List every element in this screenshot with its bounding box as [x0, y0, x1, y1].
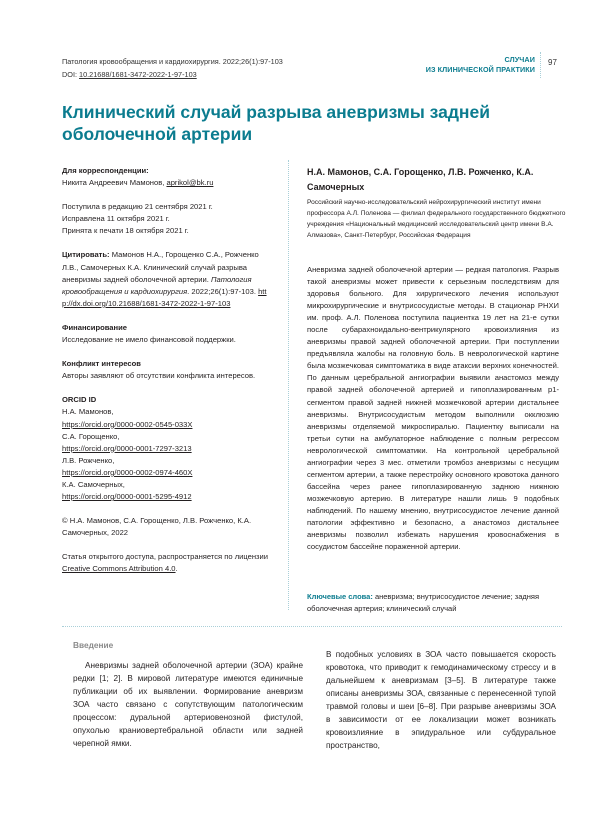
orcid-author: Л.В. Рожченко,: [62, 455, 115, 465]
orcid-author: Н.А. Мамонов,: [62, 407, 114, 417]
conflict-text: Авторы заявляют об отсутствии конфликта интересов.: [62, 371, 256, 381]
correspondence-line: [62, 177, 277, 189]
license-end: .: [175, 564, 178, 574]
column-divider: [288, 160, 289, 610]
orcid-link[interactable]: https://orcid.org/0000-0001-5295-4912: [62, 492, 192, 502]
doi-link[interactable]: 10.21688/1681-3472-2022-1-97-103: [79, 70, 197, 79]
journal-citation: Патология кровообращения и кардиохирургия. 2022;26(1):97-103: [62, 57, 283, 66]
section-label-line1: СЛУЧАИ: [504, 55, 535, 64]
header-divider: [540, 52, 541, 78]
section-divider: [62, 626, 562, 627]
orcid-link[interactable]: https://orcid.org/0000-0002-0974-460X: [62, 467, 193, 477]
citation-block: [62, 249, 277, 309]
body-paragraph: В подобных условиях в ЗОА часто повышается скорость кровотока, что приводит к гемодинамическому стрессу и в дальнейшем к аневризмам [3–5]. В литературе также описаны аневризмы ЗОА, связанные с перенесенной тупой травмой головы и шеи [6–8]. При разрыве аневризмы ЗОА в зависимости от ее локализации может возникать кровоизлияние в эпидуральное или субдуральное пространство,: [326, 650, 556, 750]
article-title: Клинический случай разрыва аневризмы задней оболочечной артерии: [62, 102, 490, 144]
correspondence-name: Никита Андреевич Мамонов,: [62, 178, 167, 188]
orcid-link[interactable]: https://orcid.org/0000-0002-0545-033X: [62, 419, 193, 429]
copyright: © Н.А. Мамонов, С.А. Горощенко, Л.В. Рожченко, К.А. Самочерных, 2022: [62, 516, 252, 538]
authors: Н.А. Мамонов, С.А. Горощенко, Л.В. Рожченко, К.А. Самочерных: [307, 167, 534, 192]
correspondence-email[interactable]: aprikol@bk.ru: [166, 178, 214, 188]
abstract: Аневризма задней оболочечной артерии — редкая патология. Разрыв такой аневризмы может привести к серьезным последствиям для здоровья больного. Для хирургического лечения используют микрохирургические и внутрисосудистые методы. В стационар РНХИ им. проф. А.Л. Поленова поступила пациентка 19 лет на 21-е сутки после субарахноидально-вентрикулярного кровоизлияния из аневризмы правой задней оболочечной артерии. При поступлении предъявляла жалобы на головную боль. В неврологической картине была мозжечковая симптоматика в виде атаксии верхних конечностей. По данным церебральной ангиографии выявили анастомоз между правой задней оболочечной артерией и гипоплазированным p1-сегментом правой задней нижней мозжечковой артерии дистальнее аневризмы. Внутрисосудистым методом выполнили окклюзию аневризмы отделяемой микроспиралью. Пациентку выписали на третьи сутки на амбулаторное наблюдение с полным регрессом неврологической симптоматики. На контрольной церебральной ангиографии через 3 мес. отметили тромбоз аневризмы с несущим сегментом артерии, а также перестройку основного кровотока данного бассейна через ранее гипоплазированную заднюю нижнюю мозжечковую артерию. В литературе нашли лишь 9 подобных наблюдений. По нашему мнению, внутрисосудистое лечение данной патологии эффективно и безопасно, а анастомоз дистальнее аневризмы позволил избежать нарушения кровоснабжения в сосудистом бассейне пораженной артерии.: [307, 265, 559, 552]
license-link[interactable]: Creative Commons Attribution 4.0: [62, 564, 176, 574]
orcid-link[interactable]: https://orcid.org/0000-0001-7297-3213: [62, 443, 192, 453]
license: [62, 551, 277, 575]
doi-label: DOI:: [62, 70, 80, 79]
doi-line: [62, 68, 283, 81]
conflict-label: Конфликт интересов: [62, 359, 141, 369]
keywords-text: аневризма; внутрисосудистое лечение; задняя оболочечная артерия; клинический случай: [307, 592, 540, 613]
keywords-label: Ключевые слова:: [307, 592, 373, 601]
intro-heading: Введение: [73, 640, 114, 650]
body-paragraph: Аневризмы задней оболочечной артерии (ЗОА) крайне редки [1; 2]. В мировой литературе имеются единичные публикации об их выявлении. Формирование аневризм ЗОА часто связано с сопутствующим патологическим процессом: дуральной артериовенозной фистулой, опухолью краниовертебральной области или задней черепной ямки.: [73, 661, 303, 748]
body-column-right: [326, 648, 556, 752]
accepted-date: Принята к печати 18 октября 2021 г.: [62, 226, 189, 236]
section-label: [426, 55, 535, 75]
page-number: 97: [548, 58, 557, 67]
body-column-left: [73, 659, 303, 750]
metadata-column: [62, 165, 277, 576]
affiliation: Российский научно-исследовательский нейрохирургический институт имени профессора А.Л. Поленова — филиал федерального государственного бюджетного учреждения «Национальный медицинский исследовательский центр имени В.А. Алмазова», Санкт-Петербург, Российская Федерация: [307, 199, 566, 239]
orcid-author: К.А. Самочерных,: [62, 479, 125, 489]
cite-label: Цитировать:: [62, 250, 110, 260]
orcid-label: ORCID ID: [62, 395, 97, 405]
funding-label: Финансирование: [62, 322, 127, 332]
running-header: [62, 55, 283, 81]
cite-journal: Патология кровообращения и кардиохирургия: [62, 274, 252, 296]
license-text: Статья открытого доступа, распространяется по лицензии: [62, 552, 269, 562]
revised-date: Исправлена 11 октября 2021 г.: [62, 214, 170, 224]
keywords: [307, 591, 563, 615]
cite-text: Мамонов Н.А., Горощенко С.А., Рожченко Л.В., Самочерных К.А. Клинический случай разрыва аневризмы задней оболочечной артерии.: [62, 250, 259, 284]
section-label-line2: ИЗ КЛИНИЧЕСКОЙ ПРАКТИКИ: [425, 65, 535, 74]
correspondence-label: Для корреспонденции:: [62, 166, 149, 175]
cite-ref: . 2022;26(1):97-103.: [187, 286, 259, 296]
orcid-author: С.А. Горощенко,: [62, 431, 120, 441]
funding-text: Исследование не имело финансовой поддержки.: [62, 335, 236, 345]
cite-link[interactable]: http://dx.doi.org/10.21688/1681-3472-2022-1-97-103: [62, 286, 267, 308]
received-date: Поступила в редакцию 21 сентября 2021 г.: [62, 202, 213, 212]
